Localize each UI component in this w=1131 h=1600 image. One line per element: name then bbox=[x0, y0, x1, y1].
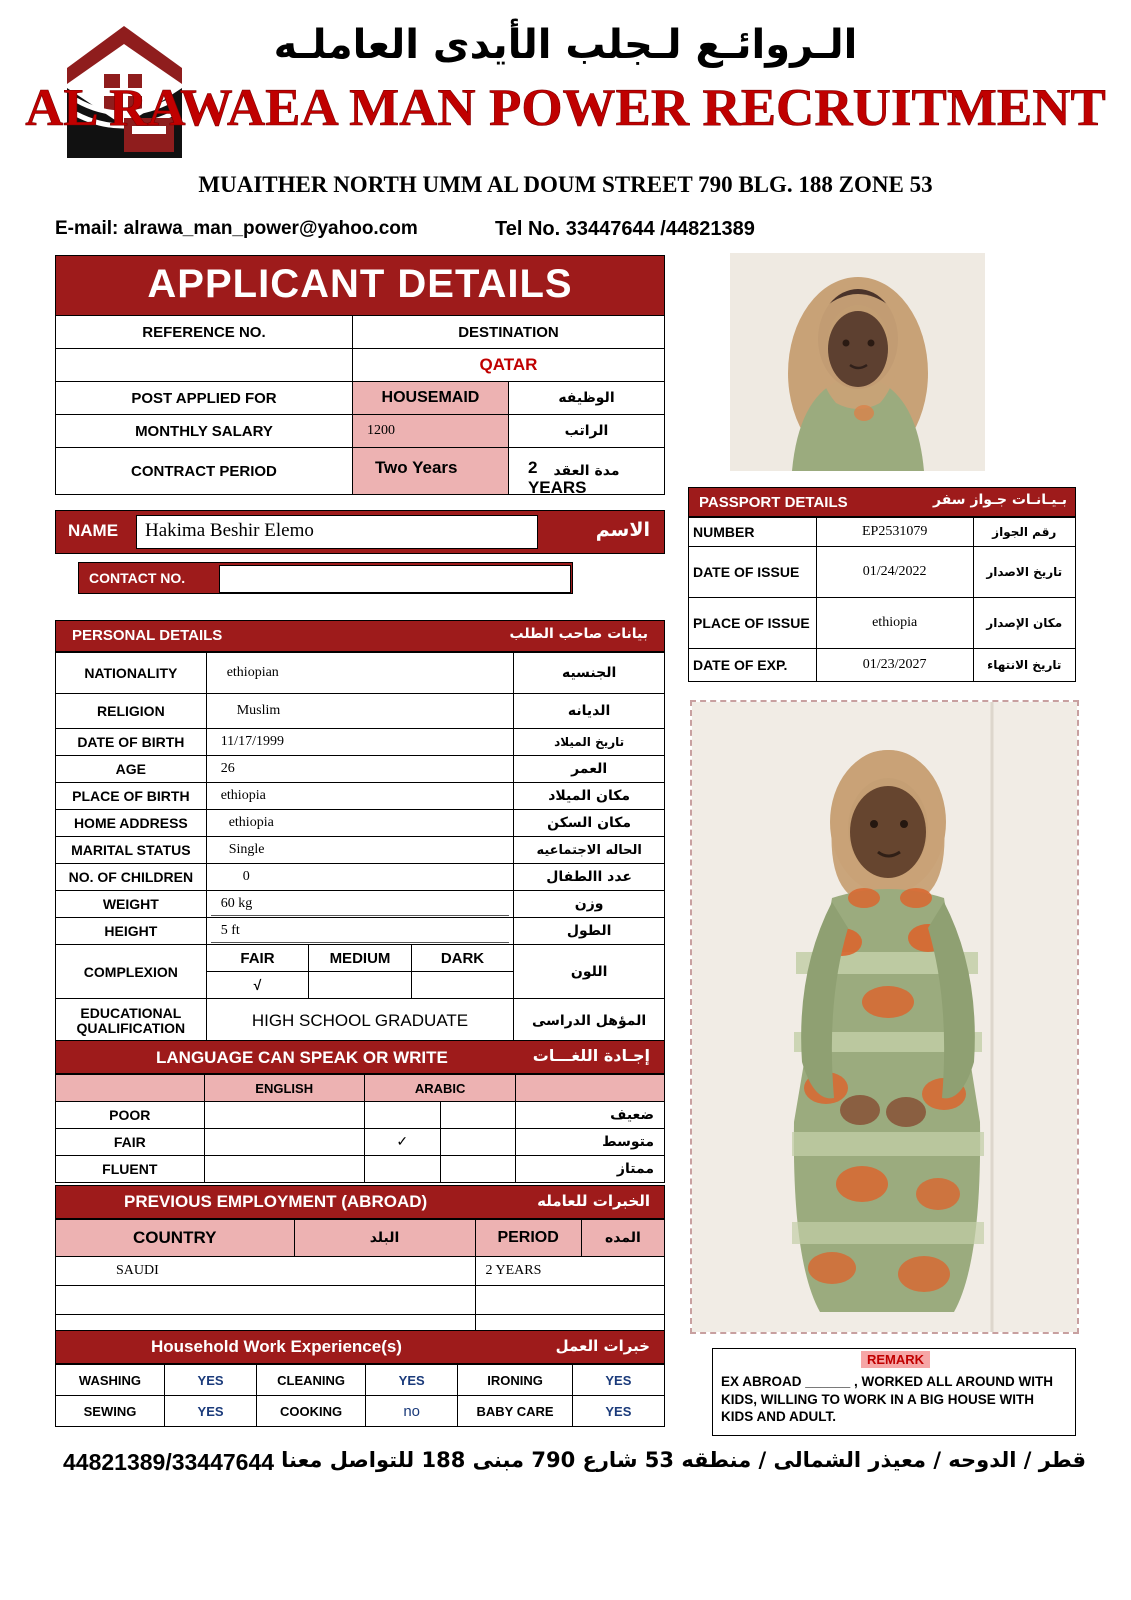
nationality-arabic: الجنسيه bbox=[514, 653, 665, 694]
language-fair-arabic[interactable]: ✓ bbox=[364, 1129, 440, 1156]
table-row bbox=[56, 1102, 665, 1129]
complexion-option-fair: FAIR bbox=[206, 945, 309, 972]
personal-details-header bbox=[55, 620, 665, 652]
household-value-babycare[interactable]: YES bbox=[572, 1396, 664, 1427]
household-work-title-arabic: خبرات العمل bbox=[555, 1337, 650, 1355]
religion-label: RELIGION bbox=[56, 694, 207, 729]
post-applied-arabic: الوظيفه bbox=[508, 382, 664, 415]
passport-issue-place-label: PLACE OF ISSUE bbox=[689, 598, 817, 649]
passport-details-title-arabic: بـيـانـات جـواز سفر bbox=[933, 492, 1067, 508]
religion-arabic: الديانه bbox=[514, 694, 665, 729]
contract-period-label: CONTRACT PERIOD bbox=[56, 448, 353, 495]
document-footer bbox=[55, 1448, 1086, 1478]
no-of-children-arabic: عدد االطفال bbox=[514, 864, 665, 891]
prev-col-country-arabic: البلد bbox=[294, 1220, 475, 1257]
age-value[interactable]: 26 bbox=[206, 756, 514, 783]
company-contact-line bbox=[55, 218, 1051, 240]
passport-expiry-value[interactable]: 01/23/2027 bbox=[816, 649, 973, 682]
household-label-sewing: SEWING bbox=[56, 1396, 165, 1427]
language-col-arabic: ARABIC bbox=[364, 1075, 516, 1102]
language-col-english: ENGLISH bbox=[204, 1075, 364, 1102]
footer-arabic-address: قطر / الدوحه / معيذر الشمالى / منطقه 53 شارع 790 مبنى 188 للتواصل معنا bbox=[281, 1448, 1086, 1472]
passport-details-section bbox=[688, 487, 1076, 682]
passport-number-value[interactable]: EP2531079 bbox=[816, 518, 973, 547]
height-arabic: الطول bbox=[514, 918, 665, 945]
reference-no-value[interactable] bbox=[56, 349, 353, 382]
complexion-check-dark[interactable] bbox=[411, 972, 514, 999]
table-row bbox=[56, 837, 665, 864]
passport-number-label: NUMBER bbox=[689, 518, 817, 547]
household-label-cleaning: CLEANING bbox=[257, 1365, 366, 1396]
remark-section bbox=[712, 1348, 1076, 1436]
language-poor-ar-label: ضعيف bbox=[516, 1102, 665, 1129]
household-label-washing: WASHING bbox=[56, 1365, 165, 1396]
table-row bbox=[56, 316, 665, 349]
no-of-children-label: NO. OF CHILDREN bbox=[56, 864, 207, 891]
name-input[interactable] bbox=[136, 515, 538, 549]
table-row bbox=[56, 382, 665, 415]
household-work-table bbox=[55, 1364, 665, 1427]
education-value[interactable]: HIGH SCHOOL GRADUATE bbox=[206, 999, 514, 1044]
contact-no-input[interactable] bbox=[219, 565, 571, 593]
table-row bbox=[56, 729, 665, 756]
name-bar bbox=[55, 510, 665, 554]
previous-employment-header bbox=[55, 1185, 665, 1219]
table-row bbox=[56, 1286, 665, 1315]
passport-details-header bbox=[688, 487, 1076, 517]
passport-details-table bbox=[688, 517, 1076, 682]
table-row bbox=[689, 649, 1076, 682]
language-level-fair: FAIR bbox=[56, 1129, 205, 1156]
dob-arabic: تاريخ الميلاد bbox=[514, 729, 665, 756]
table-row bbox=[56, 783, 665, 810]
home-address-label: HOME ADDRESS bbox=[56, 810, 207, 837]
marital-status-value[interactable]: Single bbox=[206, 837, 514, 864]
personal-details-section bbox=[55, 620, 665, 1044]
applicant-portrait-photo bbox=[730, 253, 985, 471]
passport-details-title: PASSPORT DETAILS bbox=[699, 494, 848, 511]
applicant-fullbody-photo bbox=[690, 700, 1079, 1334]
language-fluent-english[interactable] bbox=[204, 1156, 364, 1183]
weight-label: WEIGHT bbox=[56, 891, 207, 918]
language-section bbox=[55, 1040, 665, 1183]
personal-details-title-arabic: بيانات صاحب الطلب bbox=[509, 626, 648, 642]
table-row bbox=[56, 1075, 665, 1102]
monthly-salary-value[interactable]: 1200 bbox=[352, 415, 508, 448]
home-address-arabic: مكان السكن bbox=[514, 810, 665, 837]
prev-col-period: PERIOD bbox=[475, 1220, 581, 1257]
previous-employment-table bbox=[55, 1219, 665, 1344]
language-fluent-extra bbox=[440, 1156, 516, 1183]
prev-country-1[interactable]: SAUDI bbox=[56, 1257, 476, 1286]
applicant-name-row bbox=[55, 510, 665, 558]
place-of-birth-label: PLACE OF BIRTH bbox=[56, 783, 207, 810]
passport-expiry-arabic: تاريخ الانتهاء bbox=[973, 649, 1075, 682]
household-work-section bbox=[55, 1330, 665, 1427]
language-level-fluent: FLUENT bbox=[56, 1156, 205, 1183]
marital-status-arabic: الحاله الاجتماعيه bbox=[514, 837, 665, 864]
passport-issue-place-value[interactable]: ethiopia bbox=[816, 598, 973, 649]
household-label-cooking: COOKING bbox=[257, 1396, 366, 1427]
remark-tag: REMARK bbox=[861, 1351, 930, 1368]
language-level-poor: POOR bbox=[56, 1102, 205, 1129]
passport-issue-place-arabic: مكان الإصدار bbox=[973, 598, 1075, 649]
complexion-option-medium: MEDIUM bbox=[309, 945, 412, 972]
place-of-birth-arabic: مكان الميلاد bbox=[514, 783, 665, 810]
passport-expiry-label: DATE OF EXP. bbox=[689, 649, 817, 682]
dob-value[interactable]: 11/17/1999 bbox=[206, 729, 514, 756]
remark-text: EX ABROAD ______ , WORKED ALL AROUND WITH KIDS, WILLING TO WORK IN A BIG HOUSE WITH KIDS AND ADULT. bbox=[721, 1374, 1054, 1425]
destination-value[interactable]: QATAR bbox=[352, 349, 664, 382]
applicant-details-section bbox=[55, 255, 665, 495]
language-blank-cell bbox=[56, 1075, 205, 1102]
reference-no-label: REFERENCE NO. bbox=[56, 316, 353, 349]
language-fair-extra bbox=[440, 1129, 516, 1156]
table-row bbox=[56, 1129, 665, 1156]
monthly-salary-arabic: الراتب bbox=[508, 415, 664, 448]
household-value-sewing[interactable]: YES bbox=[164, 1396, 256, 1427]
language-poor-extra bbox=[440, 1102, 516, 1129]
contact-no-row bbox=[78, 562, 573, 594]
table-row bbox=[56, 349, 665, 382]
table-row bbox=[56, 1220, 665, 1257]
nationality-value[interactable]: ethiopian bbox=[206, 653, 514, 694]
monthly-salary-label: MONTHLY SALARY bbox=[56, 415, 353, 448]
language-title: LANGUAGE CAN SPEAK OR WRITE bbox=[156, 1048, 448, 1067]
household-value-ironing[interactable]: YES bbox=[572, 1365, 664, 1396]
prev-period-1[interactable]: 2 YEARS bbox=[475, 1257, 665, 1286]
height-value[interactable] bbox=[206, 918, 514, 945]
table-row bbox=[56, 1156, 665, 1183]
table-row bbox=[56, 1365, 665, 1396]
language-title-arabic: إجـادة اللغـــات bbox=[532, 1046, 650, 1065]
table-row bbox=[689, 598, 1076, 649]
table-row bbox=[56, 694, 665, 729]
household-value-cooking[interactable]: no bbox=[366, 1396, 458, 1427]
post-applied-label: POST APPLIED FOR bbox=[56, 382, 353, 415]
previous-employment-title-arabic: الخبرات للعامله bbox=[537, 1192, 650, 1210]
language-fluent-ar-label: ممتاز bbox=[516, 1156, 665, 1183]
height-underline bbox=[211, 942, 510, 943]
age-label: AGE bbox=[56, 756, 207, 783]
household-label-babycare: BABY CARE bbox=[458, 1396, 573, 1427]
passport-issue-date-arabic: تاريخ الاصدار bbox=[973, 547, 1075, 598]
height-label: HEIGHT bbox=[56, 918, 207, 945]
language-header bbox=[55, 1040, 665, 1074]
education-arabic: المؤهل الدراسى bbox=[514, 999, 665, 1044]
table-row bbox=[689, 547, 1076, 598]
contract-period-text: Two Years bbox=[374, 458, 458, 477]
home-address-value[interactable]: ethiopia bbox=[206, 810, 514, 837]
name-value: Hakima Beshir Elemo bbox=[145, 520, 314, 541]
prev-col-period-arabic: المده bbox=[581, 1220, 664, 1257]
language-fair-ar-label: متوسط bbox=[516, 1129, 665, 1156]
contract-period-text-alt: 2 YEARS bbox=[527, 458, 587, 497]
destination-label: DESTINATION bbox=[352, 316, 664, 349]
passport-number-arabic: رقم الجواز bbox=[973, 518, 1075, 547]
applicant-details-table bbox=[55, 315, 665, 495]
household-label-ironing: IRONING bbox=[458, 1365, 573, 1396]
language-poor-english[interactable] bbox=[204, 1102, 364, 1129]
language-fair-english[interactable] bbox=[204, 1129, 364, 1156]
place-of-birth-value[interactable]: ethiopia bbox=[206, 783, 514, 810]
document-header bbox=[0, 0, 1131, 250]
household-work-title: Household Work Experience(s) bbox=[151, 1337, 402, 1356]
religion-value[interactable]: Muslim bbox=[206, 694, 514, 729]
table-row bbox=[56, 448, 665, 495]
language-poor-arabic[interactable] bbox=[364, 1102, 440, 1129]
complexion-label: COMPLEXION bbox=[56, 945, 207, 999]
passport-issue-date-value[interactable]: 01/24/2022 bbox=[816, 547, 973, 598]
name-arabic-label: الاسم bbox=[595, 519, 650, 541]
post-applied-value[interactable]: HOUSEMAID bbox=[352, 382, 508, 415]
contract-period-arabic: مدة العقد bbox=[508, 448, 664, 495]
footer-phone-numbers: 44821389/33447644 bbox=[63, 1449, 275, 1475]
complexion-check-medium[interactable] bbox=[309, 972, 412, 999]
household-value-cleaning[interactable]: YES bbox=[366, 1365, 458, 1396]
personal-details-table bbox=[55, 652, 665, 1044]
table-row bbox=[689, 518, 1076, 547]
age-arabic: العمر bbox=[514, 756, 665, 783]
prev-period-2[interactable] bbox=[475, 1286, 665, 1315]
complexion-arabic: اللون bbox=[514, 945, 665, 999]
complexion-check-fair[interactable]: √ bbox=[206, 972, 309, 999]
height-text: 5 ft bbox=[220, 923, 240, 938]
contact-bar bbox=[78, 562, 573, 594]
passport-issue-date-label: DATE OF ISSUE bbox=[689, 547, 817, 598]
table-row bbox=[56, 918, 665, 945]
personal-details-title: PERSONAL DETAILS bbox=[72, 627, 223, 644]
table-row bbox=[56, 756, 665, 783]
company-address: MUAITHER NORTH UMM AL DOUM STREET 790 BLG. 188 ZONE 53 bbox=[198, 172, 933, 197]
name-label: NAME bbox=[68, 521, 119, 540]
no-of-children-value[interactable]: 0 bbox=[206, 864, 514, 891]
weight-text: 60 kg bbox=[220, 896, 253, 911]
applicant-details-title: APPLICANT DETAILS bbox=[55, 255, 665, 315]
table-row bbox=[56, 810, 665, 837]
previous-employment-title: PREVIOUS EMPLOYMENT (ABROAD) bbox=[124, 1192, 428, 1211]
previous-employment-section bbox=[55, 1185, 665, 1344]
table-row bbox=[56, 1396, 665, 1427]
table-row bbox=[56, 945, 665, 972]
language-blank-cell-2 bbox=[516, 1075, 665, 1102]
company-telephone: Tel No. 33447644 /44821389 bbox=[495, 218, 755, 240]
nationality-label: NATIONALITY bbox=[56, 653, 207, 694]
education-label: EDUCATIONAL QUALIFICATION bbox=[56, 999, 207, 1044]
language-table bbox=[55, 1074, 665, 1183]
company-arabic-title: الـروائـع لـجلب الأيدى العاملـه bbox=[273, 22, 858, 68]
language-fluent-arabic[interactable] bbox=[364, 1156, 440, 1183]
company-email: E-mail: alrawa_man_power@yahoo.com bbox=[55, 218, 418, 239]
table-row bbox=[56, 415, 665, 448]
dob-label: DATE OF BIRTH bbox=[56, 729, 207, 756]
prev-col-country: COUNTRY bbox=[56, 1220, 295, 1257]
marital-status-label: MARITAL STATUS bbox=[56, 837, 207, 864]
weight-arabic: وزن bbox=[514, 891, 665, 918]
contact-no-label: CONTACT NO. bbox=[89, 570, 186, 586]
complexion-option-dark: DARK bbox=[411, 945, 514, 972]
weight-value[interactable] bbox=[206, 891, 514, 918]
table-row bbox=[56, 864, 665, 891]
prev-country-2[interactable] bbox=[56, 1286, 476, 1315]
household-work-header bbox=[55, 1330, 665, 1364]
table-row bbox=[56, 1257, 665, 1286]
household-value-washing[interactable]: YES bbox=[164, 1365, 256, 1396]
company-name: AL RAWAEA MAN POWER RECRUITMENT bbox=[25, 79, 1106, 137]
weight-underline bbox=[211, 915, 510, 916]
table-row bbox=[56, 653, 665, 694]
table-row bbox=[56, 891, 665, 918]
table-row bbox=[56, 999, 665, 1044]
